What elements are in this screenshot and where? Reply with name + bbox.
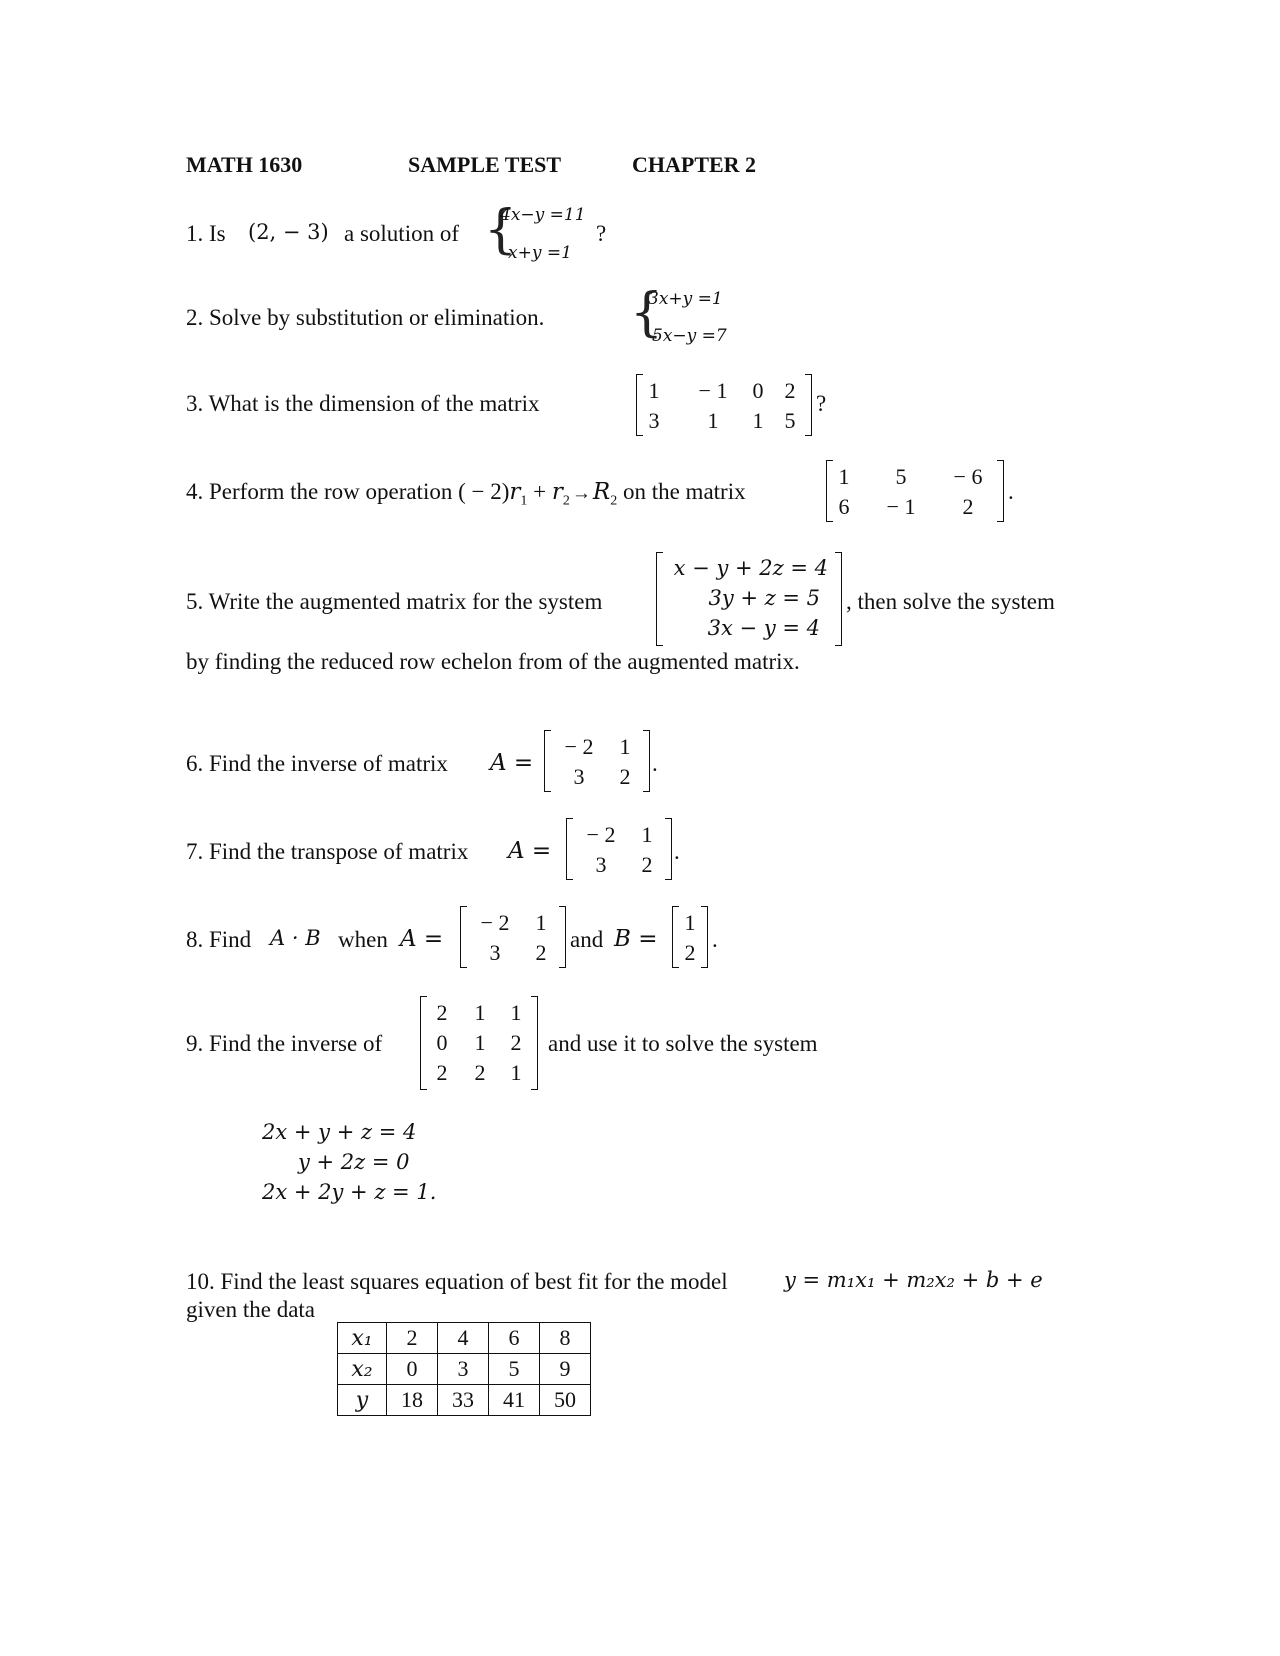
system-row: x − y + 2z = 4 — [673, 556, 828, 580]
q4-sub1: 1 — [520, 493, 528, 509]
table-cell: 8 — [540, 1323, 591, 1354]
table-cell: 41 — [489, 1385, 540, 1416]
matrix-cell: 1 — [838, 464, 850, 489]
q2-eq2: 5x−y =7 — [652, 326, 727, 346]
matrix-cell: 2 — [436, 1000, 448, 1025]
matrix-cell: 1 — [648, 378, 660, 403]
q9-sys-row: 2x + 2y + z = 1. — [262, 1180, 437, 1204]
matrix-left-bracket — [420, 996, 427, 1090]
matrix-cell: 3 — [573, 764, 585, 789]
matrix-cell: 2 — [436, 1060, 448, 1085]
matrix-cell: 3 — [595, 852, 607, 877]
table-row — [338, 1354, 591, 1385]
q9-matrix — [420, 996, 538, 1090]
matrix-cell: 1 — [510, 1000, 522, 1025]
q9-text2: and use it to solve the system — [548, 1031, 818, 1056]
matrix-cell: 1 — [474, 1000, 486, 1025]
q8-and: and — [570, 927, 604, 952]
q1-mid: a solution of — [344, 221, 459, 246]
matrix-cell: 0 — [752, 378, 764, 403]
table-cell: 18 — [387, 1385, 438, 1416]
q3-text: 3. What is the dimension of the matrix — [186, 391, 540, 416]
q8-lhs: A = — [400, 926, 444, 952]
q6-text: 6. Find the inverse of matrix — [186, 751, 448, 776]
matrix-cell: − 2 — [586, 822, 616, 847]
matrix-cell: − 1 — [698, 378, 728, 403]
q10-text1: 10. Find the least squares equation of best fit for the model — [186, 1269, 728, 1294]
q1-point: (2, − 3) — [248, 220, 329, 244]
q8-suffix: . — [712, 927, 718, 952]
matrix-left-bracket — [826, 460, 833, 522]
matrix-cell: 2 — [684, 940, 696, 965]
matrix-right-bracket — [805, 374, 812, 436]
q4-plus: + — [527, 479, 552, 504]
q2-eq1: 3x+y =1 — [648, 289, 723, 309]
table-header-cell: x₂ — [338, 1354, 387, 1385]
q7-text: 7. Find the transpose of matrix — [186, 839, 469, 864]
matrix-left-bracket — [460, 906, 467, 968]
matrix-cell: 2 — [962, 494, 974, 519]
system-row: 3y + z = 5 — [708, 586, 820, 610]
matrix-right-bracket — [531, 996, 538, 1090]
q6-lhs: A = — [490, 750, 534, 776]
q3-suffix: ? — [816, 391, 827, 416]
q4-suffix: . — [1008, 479, 1014, 504]
left-brace-icon: { — [484, 200, 518, 260]
q1-eq1: 4x−y =11 — [500, 205, 586, 225]
q1-eq2: x+y =1 — [508, 243, 572, 263]
table-cell: 4 — [438, 1323, 489, 1354]
matrix-right-bracket — [997, 460, 1004, 522]
q6-suffix: . — [652, 751, 658, 776]
q5-text2: , then solve the system — [846, 589, 1055, 614]
matrix-cell: 1 — [684, 910, 696, 935]
q7-lhs: A = — [508, 838, 552, 864]
matrix-right-bracket — [835, 552, 842, 646]
matrix-left-bracket — [566, 818, 573, 880]
matrix-cell: 5 — [784, 408, 796, 433]
matrix-cell: 1 — [510, 1060, 522, 1085]
matrix-cell: 3 — [489, 940, 501, 965]
matrix-cell: 2 — [784, 378, 796, 403]
table-cell: 2 — [387, 1323, 438, 1354]
q2-text: 2. Solve by substitution or elimination. — [186, 305, 545, 330]
matrix-cell: − 6 — [953, 464, 983, 489]
q4-r2: r — [551, 479, 563, 505]
q4-r1: r — [509, 479, 521, 505]
matrix-right-bracket — [643, 730, 650, 792]
chapter-label: CHAPTER 2 — [632, 152, 757, 177]
test-label: SAMPLE TEST — [408, 152, 562, 177]
matrix-cell: 1 — [619, 734, 631, 759]
matrix-right-bracket — [701, 906, 708, 968]
table-cell: 0 — [387, 1354, 438, 1385]
table-row — [338, 1385, 591, 1416]
q8-ab: A · B — [270, 926, 321, 950]
matrix-right-bracket — [559, 906, 566, 968]
table-cell: 33 — [438, 1385, 489, 1416]
matrix-cell: − 2 — [564, 734, 594, 759]
q7-matrix — [566, 818, 672, 880]
matrix-left-bracket — [544, 730, 551, 792]
q9-sys-row: y + 2z = 0 — [298, 1150, 410, 1174]
table-cell: 3 — [438, 1354, 489, 1385]
q8-text1: 8. Find — [186, 927, 252, 952]
matrix-cell: 1 — [474, 1030, 486, 1055]
q8-when: when — [338, 927, 388, 952]
table-header-cell: x₁ — [338, 1323, 387, 1354]
q8-lhs-b: B = — [614, 926, 658, 952]
matrix-cell: 1 — [535, 910, 547, 935]
q9-text1: 9. Find the inverse of — [186, 1031, 383, 1056]
matrix-cell: − 2 — [480, 910, 510, 935]
q7-suffix: . — [674, 839, 680, 864]
table-header-cell: y — [338, 1385, 387, 1416]
q4-text2: on the matrix — [617, 479, 746, 504]
system-row: 3x − y = 4 — [707, 616, 820, 640]
left-brace-icon: { — [630, 283, 664, 343]
q8-matrix-a — [460, 906, 566, 968]
q5-text3: by finding the reduced row echelon from of the augmented matrix. — [186, 649, 800, 674]
matrix-right-bracket — [665, 818, 672, 880]
matrix-left-bracket — [672, 906, 679, 968]
matrix-cell: 6 — [838, 494, 850, 519]
matrix-cell: 1 — [707, 408, 719, 433]
arrow-right-icon: → — [571, 483, 591, 504]
q10-model: y = m₁x₁ + m₂x₂ + b + e — [784, 1268, 1043, 1292]
course-label: MATH 1630 — [186, 152, 303, 177]
matrix-cell: 2 — [474, 1060, 486, 1085]
q4-R: R — [592, 479, 611, 505]
table-cell: 6 — [489, 1323, 540, 1354]
matrix-cell: 2 — [641, 852, 653, 877]
matrix-cell: 1 — [752, 408, 764, 433]
q4-line — [186, 480, 746, 509]
q8-matrix-b — [672, 906, 708, 968]
q6-matrix — [544, 730, 650, 792]
q4-matrix — [826, 460, 1004, 522]
matrix-cell: 2 — [535, 940, 547, 965]
q9-sys-row: 2x + y + z = 4 — [262, 1120, 417, 1144]
q1-prefix: 1. Is — [186, 221, 226, 246]
table-cell: 50 — [540, 1385, 591, 1416]
q4-text1: 4. Perform the row operation ( − 2) — [186, 479, 510, 504]
matrix-cell: 0 — [436, 1030, 448, 1055]
q4-sub2: 2 — [562, 493, 570, 509]
matrix-cell: 3 — [648, 408, 660, 433]
matrix-cell: 2 — [510, 1030, 522, 1055]
q4-subR: 2 — [610, 493, 618, 509]
matrix-cell: 1 — [641, 822, 653, 847]
q3-matrix — [636, 374, 812, 436]
matrix-left-bracket — [636, 374, 643, 436]
table-cell: 5 — [489, 1354, 540, 1385]
table-row — [338, 1323, 591, 1354]
matrix-cell: 5 — [895, 464, 907, 489]
matrix-left-bracket — [656, 552, 663, 646]
matrix-cell: 2 — [619, 764, 631, 789]
q5-text1: 5. Write the augmented matrix for the system — [186, 589, 603, 614]
matrix-cell: − 1 — [886, 494, 916, 519]
q1-suffix: ? — [596, 221, 607, 246]
table-cell: 9 — [540, 1354, 591, 1385]
q5-system-matrix — [656, 552, 842, 646]
data-table — [337, 1322, 591, 1416]
q10-text2: given the data — [186, 1297, 316, 1322]
